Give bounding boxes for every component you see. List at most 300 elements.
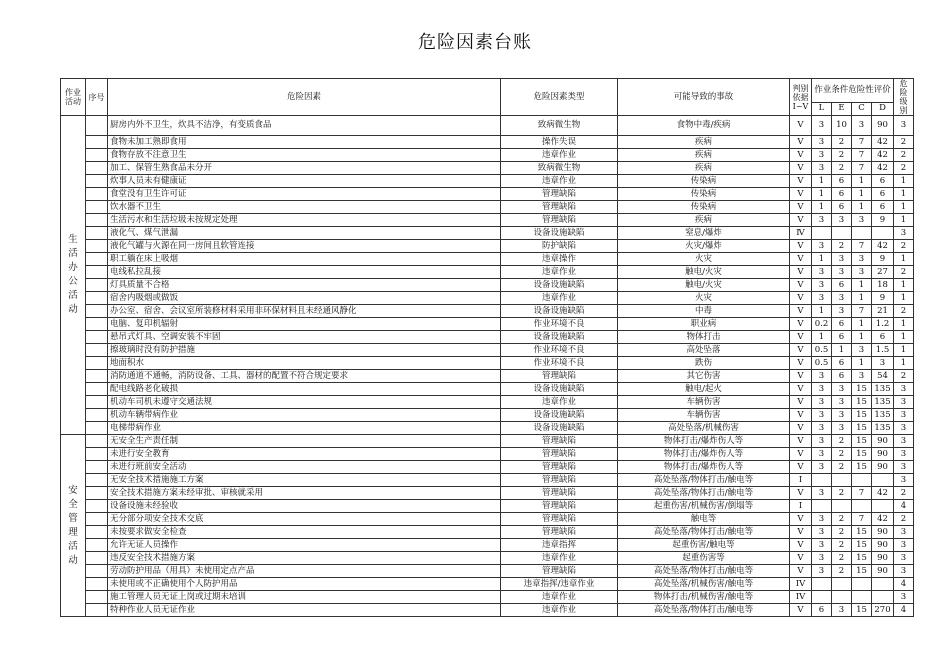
- cell-C: [852, 474, 872, 487]
- cell-type: 作业环境不良: [501, 344, 618, 357]
- cell-seq: [86, 539, 108, 552]
- cell-basis: V: [790, 162, 812, 175]
- table-row: [61, 513, 914, 526]
- cell-D: 42: [872, 136, 894, 149]
- cell-L: 3: [812, 526, 832, 539]
- cell-type: 违章作业: [501, 266, 618, 279]
- cell-type: 违章作业: [501, 149, 618, 162]
- header-eval: 作业条件危险性评价: [812, 79, 894, 103]
- cell-D: 90: [872, 526, 894, 539]
- cell-L: 3: [812, 461, 832, 474]
- table-row: [61, 201, 914, 214]
- cell-basis: V: [790, 116, 812, 136]
- table-row: [61, 149, 914, 162]
- cell-seq: [86, 279, 108, 292]
- cell-factor: 炊事人员未有健康证: [108, 175, 501, 188]
- cell-factor: 机动车辆带病作业: [108, 409, 501, 422]
- cell-seq: [86, 292, 108, 305]
- cell-basis: V: [790, 487, 812, 500]
- cell-E: 2: [832, 149, 852, 162]
- cell-C: 15: [852, 383, 872, 396]
- cell-factor: 食物未加工熟即食用: [108, 136, 501, 149]
- cell-D: 6: [872, 201, 894, 214]
- cell-accident: 触电/火灾: [618, 279, 790, 292]
- cell-factor: 无安全技术措施施工方案: [108, 474, 501, 487]
- cell-seq: [86, 422, 108, 435]
- cell-C: 15: [852, 526, 872, 539]
- cell-factor: 悬吊式灯具、空调安装不牢固: [108, 331, 501, 344]
- table-row: [61, 175, 914, 188]
- cell-E: 3: [832, 292, 852, 305]
- cell-seq: [86, 370, 108, 383]
- table-row: [61, 162, 914, 175]
- cell-L: 0.2: [812, 318, 832, 331]
- cell-accident: 起重伤害等: [618, 552, 790, 565]
- cell-basis: V: [790, 357, 812, 370]
- cell-type: 违章操作: [501, 253, 618, 266]
- cell-L: 3: [812, 240, 832, 253]
- cell-E: 6: [832, 370, 852, 383]
- cell-level: 3: [894, 565, 914, 578]
- table-row: [61, 266, 914, 279]
- table-row: [61, 578, 914, 591]
- cell-seq: [86, 396, 108, 409]
- cell-basis: V: [790, 383, 812, 396]
- cell-E: 2: [832, 240, 852, 253]
- cell-E: 2: [832, 487, 852, 500]
- cell-level: 3: [894, 383, 914, 396]
- cell-seq: [86, 500, 108, 513]
- cell-seq: [86, 162, 108, 175]
- cell-level: 2: [894, 513, 914, 526]
- table-row: [61, 344, 914, 357]
- cell-basis: V: [790, 266, 812, 279]
- table-row: [61, 279, 914, 292]
- table-row: [61, 474, 914, 487]
- cell-level: 2: [894, 266, 914, 279]
- cell-L: 3: [812, 116, 832, 136]
- cell-level: 2: [894, 136, 914, 149]
- cell-L: 1: [812, 331, 832, 344]
- cell-level: 3: [894, 227, 914, 240]
- cell-E: 6: [832, 357, 852, 370]
- cell-seq: [86, 565, 108, 578]
- cell-factor: 消防通道不通畅，消防设备、工具、器材的配置不符合规定要求: [108, 370, 501, 383]
- cell-type: 设备设施缺陷: [501, 305, 618, 318]
- cell-C: 7: [852, 513, 872, 526]
- cell-level: 1: [894, 253, 914, 266]
- cell-E: 3: [832, 266, 852, 279]
- cell-type: 管理缺陷: [501, 513, 618, 526]
- cell-basis: Ⅳ: [790, 227, 812, 240]
- cell-level: 3: [894, 461, 914, 474]
- cell-factor: 食堂没有卫生许可证: [108, 188, 501, 201]
- cell-type: 设备设施缺陷: [501, 409, 618, 422]
- cell-L: [812, 474, 832, 487]
- cell-seq: [86, 116, 108, 136]
- cell-seq: [86, 253, 108, 266]
- cell-D: 90: [872, 461, 894, 474]
- cell-D: 135: [872, 409, 894, 422]
- cell-D: 90: [872, 116, 894, 136]
- cell-accident: 传染病: [618, 201, 790, 214]
- cell-basis: IV: [790, 591, 812, 604]
- table-row: [61, 565, 914, 578]
- cell-L: 3: [812, 266, 832, 279]
- cell-seq: [86, 305, 108, 318]
- cell-factor: 无分部分项安全技术交底: [108, 513, 501, 526]
- cell-C: 7: [852, 162, 872, 175]
- cell-basis: V: [790, 370, 812, 383]
- cell-accident: 疾病: [618, 214, 790, 227]
- cell-C: 7: [852, 487, 872, 500]
- cell-type: 致病微生物: [501, 162, 618, 175]
- cell-C: 3: [852, 344, 872, 357]
- cell-accident: 高处坠落/物体打击/触电等: [618, 604, 790, 617]
- cell-D: 270: [872, 604, 894, 617]
- cell-seq: [86, 435, 108, 448]
- cell-accident: 高处坠落: [618, 344, 790, 357]
- cell-accident: 高处坠落/物体打击/触电等: [618, 487, 790, 500]
- table-row: [61, 539, 914, 552]
- cell-seq: [86, 357, 108, 370]
- cell-L: 1: [812, 201, 832, 214]
- cell-L: 3: [812, 448, 832, 461]
- cell-L: 3: [812, 422, 832, 435]
- table-row: [61, 383, 914, 396]
- cell-L: 3: [812, 214, 832, 227]
- page-title: 危险因素台账: [418, 32, 532, 53]
- cell-level: 3: [894, 552, 914, 565]
- cell-basis: V: [790, 435, 812, 448]
- table-body: [61, 116, 914, 617]
- cell-seq: [86, 266, 108, 279]
- cell-factor: 电梯带病作业: [108, 422, 501, 435]
- cell-seq: [86, 448, 108, 461]
- cell-C: [852, 578, 872, 591]
- cell-basis: V: [790, 526, 812, 539]
- cell-basis: V: [790, 331, 812, 344]
- cell-E: 6: [832, 331, 852, 344]
- cell-level: 3: [894, 396, 914, 409]
- cell-type: 管理缺陷: [501, 448, 618, 461]
- cell-factor: 未使用或不正确使用个人防护用品: [108, 578, 501, 591]
- cell-E: [832, 578, 852, 591]
- cell-L: 3: [812, 552, 832, 565]
- header-type: 危险因素类型: [501, 79, 618, 116]
- cell-type: 管理缺陷: [501, 188, 618, 201]
- cell-C: 1: [852, 279, 872, 292]
- cell-accident: 窒息/爆炸: [618, 227, 790, 240]
- cell-L: 3: [812, 370, 832, 383]
- cell-accident: 疾病: [618, 162, 790, 175]
- cell-D: 42: [872, 487, 894, 500]
- cell-C: 1: [852, 331, 872, 344]
- header-L: L: [812, 102, 832, 115]
- cell-L: [812, 578, 832, 591]
- cell-seq: [86, 201, 108, 214]
- cell-accident: 火灾: [618, 292, 790, 305]
- cell-basis: V: [790, 253, 812, 266]
- table-row: [61, 487, 914, 500]
- cell-E: 3: [832, 422, 852, 435]
- cell-D: 6: [872, 331, 894, 344]
- cell-seq: [86, 513, 108, 526]
- cell-seq: [86, 461, 108, 474]
- cell-C: 1: [852, 357, 872, 370]
- cell-level: 3: [894, 539, 914, 552]
- cell-level: 1: [894, 292, 914, 305]
- header-seq: 序号: [86, 79, 108, 116]
- cell-D: 6: [872, 188, 894, 201]
- table-row: [61, 370, 914, 383]
- cell-level: 4: [894, 604, 914, 617]
- cell-seq: [86, 474, 108, 487]
- cell-L: 6: [812, 604, 832, 617]
- cell-level: 3: [894, 591, 914, 604]
- cell-type: 防护缺陷: [501, 240, 618, 253]
- cell-L: 3: [812, 292, 832, 305]
- cell-type: 设备设施缺陷: [501, 279, 618, 292]
- cell-E: 2: [832, 461, 852, 474]
- cell-accident: 其它伤害: [618, 370, 790, 383]
- cell-seq: [86, 149, 108, 162]
- cell-L: 3: [812, 383, 832, 396]
- cell-activity: [61, 435, 86, 617]
- table-row: [61, 116, 914, 136]
- cell-D: 9: [872, 292, 894, 305]
- cell-C: 7: [852, 305, 872, 318]
- cell-L: 3: [812, 136, 832, 149]
- cell-D: 9: [872, 253, 894, 266]
- cell-E: 2: [832, 435, 852, 448]
- cell-seq: [86, 188, 108, 201]
- cell-basis: V: [790, 175, 812, 188]
- cell-L: 3: [812, 513, 832, 526]
- cell-type: 设备设施缺陷: [501, 227, 618, 240]
- cell-D: 54: [872, 370, 894, 383]
- cell-basis: V: [790, 604, 812, 617]
- cell-E: 2: [832, 136, 852, 149]
- cell-level: 3: [894, 448, 914, 461]
- cell-C: 15: [852, 422, 872, 435]
- table-row: [61, 318, 914, 331]
- cell-type: 违章作业: [501, 175, 618, 188]
- cell-E: 2: [832, 162, 852, 175]
- cell-L: 3: [812, 162, 832, 175]
- cell-D: [872, 578, 894, 591]
- cell-D: 42: [872, 513, 894, 526]
- cell-factor: 未按要求做安全检查: [108, 526, 501, 539]
- cell-accident: 起重伤害/触电等: [618, 539, 790, 552]
- table-row: [61, 435, 914, 448]
- cell-accident: 高处坠落/机械伤害: [618, 422, 790, 435]
- cell-accident: 高处坠落/机械伤害/触电等: [618, 578, 790, 591]
- cell-E: 6: [832, 279, 852, 292]
- cell-factor: 地面积水: [108, 357, 501, 370]
- cell-L: 1: [812, 188, 832, 201]
- cell-level: 3: [894, 422, 914, 435]
- cell-E: 3: [832, 396, 852, 409]
- cell-E: 6: [832, 175, 852, 188]
- table-row: [61, 305, 914, 318]
- table-row: [61, 227, 914, 240]
- cell-E: 2: [832, 539, 852, 552]
- cell-L: 1: [812, 253, 832, 266]
- cell-type: 违章作业: [501, 396, 618, 409]
- cell-accident: 触电/火灾: [618, 266, 790, 279]
- cell-factor: 生活污水和生活垃圾未按规定处理: [108, 214, 501, 227]
- cell-E: [832, 591, 852, 604]
- cell-accident: 物体打击/机械伤害/触电等: [618, 591, 790, 604]
- cell-basis: I: [790, 500, 812, 513]
- cell-level: 2: [894, 240, 914, 253]
- cell-D: 21: [872, 305, 894, 318]
- cell-factor: 液化气罐与火源在同一房间且软管连接: [108, 240, 501, 253]
- cell-basis: V: [790, 565, 812, 578]
- cell-factor: 厨房内外不卫生，炊具不洁净，有变质食品: [108, 116, 501, 136]
- cell-L: 3: [812, 396, 832, 409]
- table-row: [61, 357, 914, 370]
- cell-accident: 疾病: [618, 136, 790, 149]
- cell-accident: 起重伤害/机械伤害/倒塌等: [618, 500, 790, 513]
- cell-L: 0.5: [812, 344, 832, 357]
- header-factor: 危险因素: [108, 79, 501, 116]
- cell-type: 违章作业: [501, 552, 618, 565]
- cell-basis: V: [790, 305, 812, 318]
- header-D: D: [872, 102, 894, 115]
- cell-L: 3: [812, 565, 832, 578]
- cell-L: [812, 227, 832, 240]
- cell-basis: V: [790, 214, 812, 227]
- cell-E: 2: [832, 513, 852, 526]
- cell-level: 4: [894, 578, 914, 591]
- cell-type: 违章指挥/违章作业: [501, 578, 618, 591]
- cell-E: [832, 227, 852, 240]
- cell-accident: 火灾: [618, 253, 790, 266]
- cell-seq: [86, 526, 108, 539]
- cell-type: 违章作业: [501, 591, 618, 604]
- header-accident: 可能导致的事故: [618, 79, 790, 116]
- cell-C: [852, 500, 872, 513]
- cell-C: 7: [852, 149, 872, 162]
- table-row: [61, 136, 914, 149]
- cell-E: 1: [832, 344, 852, 357]
- cell-accident: 触电/起火: [618, 383, 790, 396]
- table-row: [61, 409, 914, 422]
- cell-level: 3: [894, 474, 914, 487]
- cell-D: 90: [872, 552, 894, 565]
- cell-D: 135: [872, 396, 894, 409]
- cell-basis: I: [790, 474, 812, 487]
- cell-basis: V: [790, 409, 812, 422]
- cell-C: 1: [852, 188, 872, 201]
- cell-D: 135: [872, 422, 894, 435]
- cell-seq: [86, 227, 108, 240]
- cell-type: 管理缺陷: [501, 435, 618, 448]
- cell-basis: V: [790, 539, 812, 552]
- cell-factor: 未进行安全教育: [108, 448, 501, 461]
- cell-accident: 高处坠落/物体打击/触电等: [618, 526, 790, 539]
- cell-factor: 设备设施未经验收: [108, 500, 501, 513]
- cell-L: 0.5: [812, 357, 832, 370]
- table-row: [61, 253, 914, 266]
- cell-accident: 疾病: [618, 149, 790, 162]
- cell-level: 1: [894, 201, 914, 214]
- cell-seq: [86, 383, 108, 396]
- cell-D: 90: [872, 435, 894, 448]
- cell-accident: 高处坠落/物体打击/触电等: [618, 565, 790, 578]
- cell-C: 7: [852, 136, 872, 149]
- cell-E: 2: [832, 552, 852, 565]
- cell-basis: V: [790, 136, 812, 149]
- table-row: [61, 240, 914, 253]
- cell-level: 2: [894, 370, 914, 383]
- cell-C: [852, 227, 872, 240]
- cell-type: 管理缺陷: [501, 526, 618, 539]
- cell-seq: [86, 578, 108, 591]
- cell-type: 设备设施缺陷: [501, 331, 618, 344]
- cell-type: 作业环境不良: [501, 318, 618, 331]
- cell-factor: 劳动防护用品（用具）未使用定点产品: [108, 565, 501, 578]
- cell-activity: [61, 116, 86, 435]
- cell-type: 操作失误: [501, 136, 618, 149]
- cell-L: [812, 500, 832, 513]
- table-row: [61, 500, 914, 513]
- cell-level: 3: [894, 435, 914, 448]
- table-row: [61, 591, 914, 604]
- cell-accident: 物体打击: [618, 331, 790, 344]
- cell-factor: 食物存放不注意卫生: [108, 149, 501, 162]
- table-row: [61, 396, 914, 409]
- cell-L: 3: [812, 279, 832, 292]
- cell-E: 3: [832, 305, 852, 318]
- cell-basis: V: [790, 149, 812, 162]
- cell-C: 3: [852, 253, 872, 266]
- cell-D: 6: [872, 175, 894, 188]
- cell-factor: 擦玻璃时没有防护措施: [108, 344, 501, 357]
- cell-C: 15: [852, 539, 872, 552]
- cell-C: 3: [852, 370, 872, 383]
- cell-accident: 物体打击/爆炸伤人等: [618, 448, 790, 461]
- cell-E: 10: [832, 116, 852, 136]
- cell-basis: IV: [790, 578, 812, 591]
- cell-E: 6: [832, 188, 852, 201]
- cell-C: 15: [852, 435, 872, 448]
- cell-basis: V: [790, 318, 812, 331]
- cell-E: 3: [832, 214, 852, 227]
- header-C: C: [852, 102, 872, 115]
- cell-basis: V: [790, 279, 812, 292]
- cell-D: [872, 474, 894, 487]
- cell-basis: V: [790, 448, 812, 461]
- cell-factor: 液化气、煤气泄漏: [108, 227, 501, 240]
- cell-factor: 加工、保管生熟食品未分开: [108, 162, 501, 175]
- cell-C: 3: [852, 266, 872, 279]
- cell-D: 27: [872, 266, 894, 279]
- cell-L: 3: [812, 409, 832, 422]
- cell-E: 2: [832, 448, 852, 461]
- cell-type: 违章作业: [501, 604, 618, 617]
- cell-L: 3: [812, 435, 832, 448]
- cell-level: 1: [894, 331, 914, 344]
- cell-type: 管理缺陷: [501, 500, 618, 513]
- cell-basis: V: [790, 344, 812, 357]
- cell-seq: [86, 591, 108, 604]
- cell-basis: V: [790, 513, 812, 526]
- cell-C: 1: [852, 292, 872, 305]
- cell-level: 1: [894, 344, 914, 357]
